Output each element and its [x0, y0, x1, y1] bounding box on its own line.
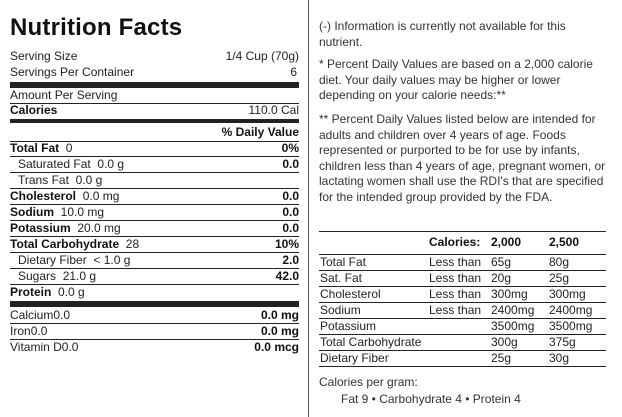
- nutrient-amount: < 1.0 g: [93, 253, 131, 267]
- calories-value: 110.0 Cal: [248, 103, 299, 117]
- calories-row: [10, 103, 299, 118]
- nutrient-amount: 0: [65, 141, 73, 155]
- unavailable-note: (-) Information is currently not available for this nutrient.: [319, 19, 566, 49]
- nutrient-amount: 20.0 mg: [77, 221, 121, 235]
- nutrient-name: Potassium: [10, 221, 71, 235]
- vitamin-row-iron: [10, 324, 299, 339]
- nutrient-row-dietary-fiber: [10, 253, 299, 268]
- dv-table-cell: 80g: [549, 255, 570, 269]
- panel-divider: [308, 0, 309, 417]
- nutrient-row-total-fat: [10, 141, 299, 156]
- dv-table-row: [319, 286, 606, 302]
- divider-medium: [10, 119, 299, 123]
- nutrient-name: Saturated Fat: [18, 157, 91, 171]
- dv-table-cell: Less than: [429, 255, 482, 269]
- dv-table-cell: 2400mg: [491, 303, 535, 317]
- dv-table-cell: 25g: [549, 271, 570, 285]
- dv-table-cell: 65g: [491, 255, 512, 269]
- dv-table-header-cell: Calories:: [429, 235, 481, 249]
- dv-table-cell: 20g: [491, 271, 512, 285]
- nutrient-row-total-carbohydrate: [10, 237, 299, 252]
- dv-table-cell: Dietary Fiber: [320, 351, 389, 365]
- dv-table-cell: Less than: [429, 303, 482, 317]
- dv-table-row: [319, 318, 606, 334]
- nutrient-amount: 0.0 mg: [82, 189, 120, 203]
- dv-table-header: [319, 234, 606, 250]
- divider-thick: [10, 301, 299, 307]
- calories-per-gram-values: Fat 9 • Carbohydrate 4 • Protein 4: [341, 392, 521, 406]
- calories-label: Calories: [10, 103, 58, 117]
- percent-dv-note: * Percent Daily Values are based on a 2,000 calorie diet. Your daily values may be higher or lower depending on your calorie needs:**: [319, 57, 593, 102]
- vitamin-value: 0.0 mg: [260, 308, 299, 322]
- dv-header-row: [10, 125, 299, 140]
- nutrient-dv: 0.0: [282, 157, 299, 171]
- rdi-note: ** Percent Daily Values listed below are intended for adults and children over 4 years of age. Foods represented or purported to be for use by infants, children less than 4 years of age, pregnant women, or lactating women shall use the RDI's that are specified for the intended group provided by the FDA.: [319, 112, 606, 204]
- dv-header: % Daily Value: [221, 125, 299, 139]
- dv-table-cell: Cholesterol: [320, 287, 381, 301]
- dv-table-header-cell: 2,500: [549, 235, 580, 249]
- vitamin-amount: 0.0: [30, 324, 48, 338]
- nutrient-row-potassium: [10, 221, 299, 236]
- amount-per-serving-label: Amount Per Serving: [10, 88, 118, 102]
- nutrient-name: Sodium: [10, 205, 54, 219]
- nutrient-name: Dietary Fiber: [18, 253, 87, 267]
- nutrient-amount: 0.0 g: [75, 173, 103, 187]
- nutrient-row-cholesterol: [10, 189, 299, 204]
- nutrient-dv: 0.0: [282, 221, 299, 235]
- vitamin-amount: 0.0: [53, 308, 71, 322]
- dv-table-cell: Less than: [429, 287, 482, 301]
- nutrient-row-protein: [10, 285, 299, 300]
- servings-label: Servings Per Container: [10, 65, 135, 79]
- dv-table-bottom-border: [319, 366, 606, 367]
- nutrient-dv: 10%: [274, 237, 299, 251]
- dv-table-header-cell: 2,000: [491, 235, 522, 249]
- dv-table-cell: 3500mg: [491, 319, 535, 333]
- dv-table-row: [319, 302, 606, 318]
- dv-table-cell: Sodium: [320, 303, 361, 317]
- footnotes-panel: [319, 0, 609, 417]
- dv-table-cell: Potassium: [320, 319, 377, 333]
- nutrient-name: Total Carbohydrate: [10, 237, 120, 251]
- dv-table-cell: Total Fat: [320, 255, 367, 269]
- vitamin-name: Calcium: [10, 308, 54, 322]
- amount-per-serving-row: [10, 88, 299, 103]
- nutrient-dv: 0%: [281, 141, 299, 155]
- calories-per-gram-label: Calories per gram:: [319, 375, 418, 389]
- dv-table-cell: Total Carbohydrate: [320, 335, 422, 349]
- dv-table-cell: 300mg: [549, 287, 586, 301]
- serving-size-value: 1/4 Cup (70g): [225, 49, 299, 63]
- vitamin-value: 0.0 mg: [260, 324, 299, 338]
- nutrient-amount: 21.0 g: [62, 269, 97, 283]
- dv-table-cell: 375g: [549, 335, 576, 349]
- dv-table-cell: 3500mg: [549, 319, 593, 333]
- dv-table-top-border: [319, 231, 606, 232]
- vitamin-row-vitamin-d: [10, 340, 299, 355]
- nutrient-name: Cholesterol: [10, 189, 77, 203]
- vitamin-row-calcium: [10, 308, 299, 323]
- nutrient-dv: 0.0: [282, 205, 299, 219]
- nutrient-name: Trans Fat: [18, 173, 69, 187]
- nutrient-row-sugars: [10, 269, 299, 284]
- nutrient-amount: 0.0 g: [58, 285, 85, 299]
- nutrient-name: Sugars: [18, 269, 57, 283]
- dv-table-cell: 300g: [491, 335, 518, 349]
- nutrient-row-saturated-fat: [10, 157, 299, 172]
- dv-table-cell: Less than: [429, 271, 482, 285]
- nutrient-dv: 2.0: [282, 253, 299, 267]
- dv-table-row: [319, 254, 606, 270]
- dv-table-cell: 300mg: [491, 287, 528, 301]
- nutrient-amount: 28: [125, 237, 140, 251]
- nutrient-dv: 42.0: [275, 269, 299, 283]
- dv-table-row: [319, 334, 606, 350]
- nutrient-name: Protein: [10, 285, 52, 299]
- serving-size-label: Serving Size: [10, 49, 78, 63]
- nutrient-row-sodium: [10, 205, 299, 220]
- dv-table-cell: 30g: [549, 351, 570, 365]
- nutrition-facts-title: Nutrition Facts: [10, 14, 183, 41]
- serving-size-row: [10, 49, 299, 64]
- vitamin-name: Vitamin D: [10, 340, 62, 354]
- dv-table-cell: 2400mg: [549, 303, 593, 317]
- dv-table-row: [319, 350, 606, 366]
- dv-table-cell: Sat. Fat: [320, 271, 363, 285]
- nutrient-amount: 10.0 mg: [60, 205, 105, 219]
- dv-table-row: [319, 270, 606, 286]
- vitamin-value: 0.0 mcg: [254, 340, 299, 354]
- nutrition-facts-panel: [10, 0, 299, 417]
- nutrient-amount: 0.0 g: [97, 157, 125, 171]
- nutrient-name: Total Fat: [10, 141, 60, 155]
- servings-value: 6: [290, 65, 297, 79]
- vitamin-amount: 0.0: [61, 340, 79, 354]
- nutrient-row-trans-fat: [10, 173, 299, 188]
- servings-row: [10, 65, 299, 80]
- nutrient-dv: 0.0: [282, 189, 299, 203]
- vitamin-name: Iron: [10, 324, 31, 338]
- dv-table-cell: 25g: [491, 351, 512, 365]
